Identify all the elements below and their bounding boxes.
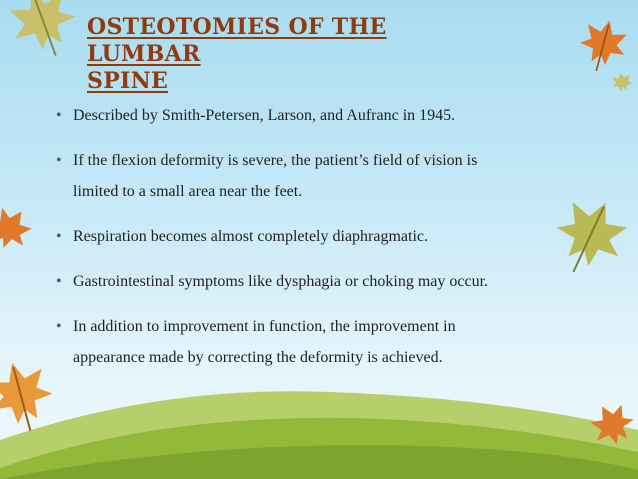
bullet-item: [56, 311, 596, 373]
slide-title-line: SPINE: [87, 68, 169, 94]
maple-leaf-icon: [574, 15, 632, 77]
bullet-item: [56, 145, 596, 207]
bullet-text-line: • In addition to improvement in function, the improvement in: [73, 318, 456, 335]
bullet-text-line: • Described by Smith-Petersen, Larson, and Aufranc in 1945.: [73, 107, 456, 124]
bullet-text-line: • Respiration becomes almost completely diaphragmatic.: [73, 228, 429, 245]
bullet-item: [56, 100, 596, 131]
maple-leaf-icon: [611, 71, 634, 92]
slide-title: [87, 14, 507, 95]
bullet-item: [56, 266, 596, 297]
bullet-text-line: • Gastrointestinal symptoms like dysphagia or choking may occur.: [73, 273, 489, 290]
bullet-text-line: appearance made by correcting the deformity is achieved.: [73, 349, 443, 366]
bullet-item: [56, 221, 596, 252]
maple-leaf-icon: [2, 0, 86, 67]
slide-title-line: OSTEOTOMIES OF THE LUMBAR: [87, 14, 387, 67]
maple-leaf-icon: [0, 200, 39, 257]
bullet-text-line: limited to a small area near the feet.: [73, 183, 303, 200]
bullet-text-line: • If the flexion deformity is severe, the patient’s field of vision is: [73, 152, 478, 169]
bullet-list: [56, 100, 596, 387]
